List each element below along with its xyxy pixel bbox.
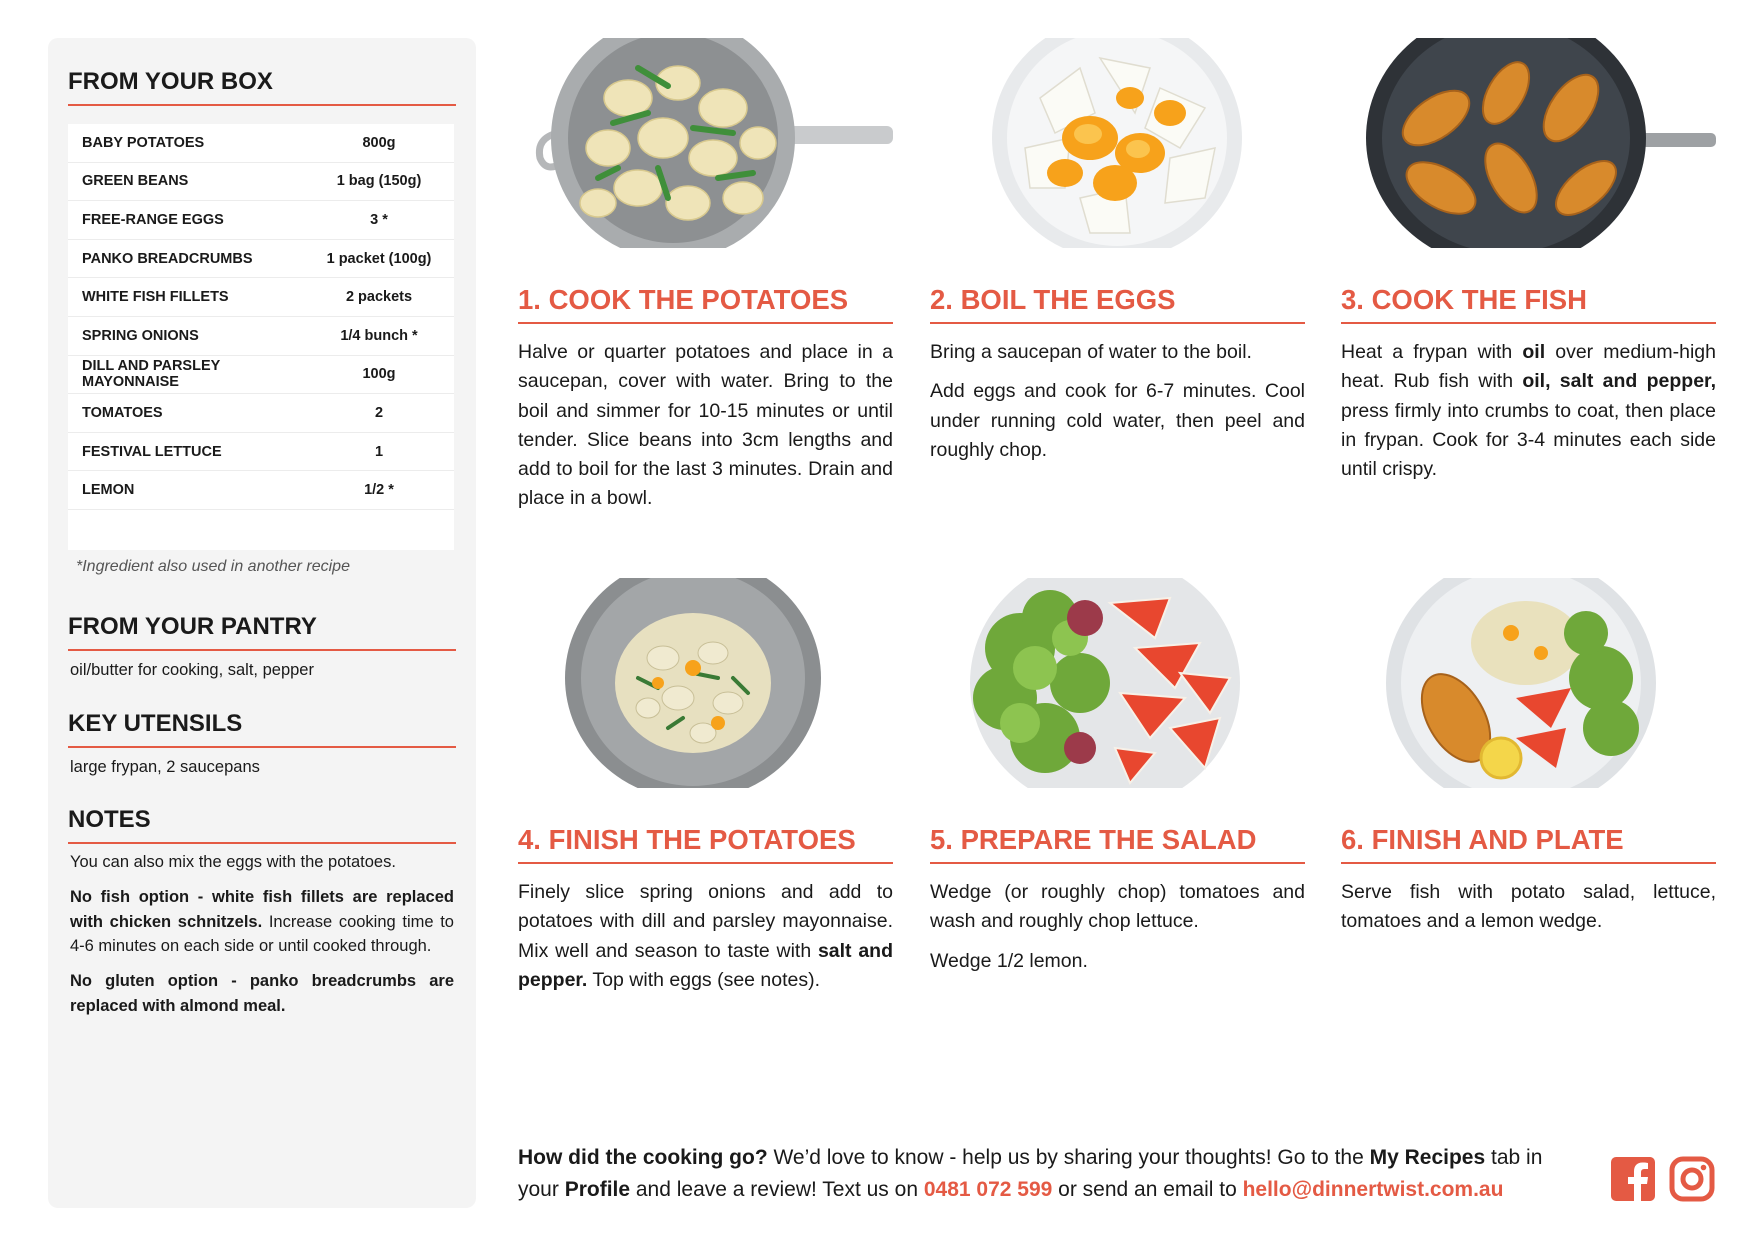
- ingredients-panel: [48, 38, 476, 1208]
- facebook-icon[interactable]: [1610, 1156, 1656, 1202]
- feedback-footer: [518, 1142, 1578, 1205]
- step-4: [518, 578, 893, 1048]
- step-3-bold: oil: [1522, 341, 1546, 363]
- ingredient-row: [68, 240, 454, 279]
- ingredient-qty: 1 bag (150g): [336, 173, 422, 190]
- ingredient-name: FESTIVAL LETTUCE: [82, 443, 222, 460]
- phone-link[interactable]: 0481 072 599: [923, 1177, 1053, 1201]
- utensils-text: large frypan, 2 saucepans: [70, 758, 260, 776]
- ingredient-name: TOMATOES: [82, 404, 163, 421]
- step-4-image: [518, 578, 893, 788]
- step-1: [518, 38, 893, 508]
- step-4-title: 4. FINISH THE POTATOES: [518, 824, 893, 864]
- step-1-title: 1. COOK THE POTATOES: [518, 284, 893, 324]
- ingredient-name: DILL AND PARSLEY MAYONNAISE: [82, 358, 221, 391]
- ingredient-name: GREEN BEANS: [82, 173, 189, 190]
- feedback-text: tab in your: [518, 1146, 1543, 1201]
- feedback-text: We’d love to know - help us by sharing your thoughts! Go to the: [767, 1146, 1370, 1169]
- step-6-body: [1341, 878, 1716, 947]
- step-3-text: [1341, 338, 1716, 484]
- notes-paragraph: [70, 969, 454, 1019]
- email-link[interactable]: hello@dinnertwist.com.au: [1242, 1177, 1504, 1201]
- step-3-body: [1341, 338, 1716, 494]
- ingredient-qty: 1/4 bunch *: [340, 327, 418, 344]
- ingredient-qty: 1: [374, 443, 384, 460]
- notes-title: NOTES: [68, 806, 456, 844]
- ingredient-row: [68, 201, 454, 240]
- ingredient-row: [68, 394, 454, 433]
- instagram-icon[interactable]: [1669, 1156, 1715, 1202]
- my-recipes-label: My Recipes: [1369, 1146, 1486, 1169]
- ingredient-name: PANKO BREADCRUMBS: [82, 250, 253, 267]
- step-3-bold: oil, salt and pepper,: [1522, 370, 1716, 393]
- ingredient-qty: 3 *: [370, 211, 388, 228]
- feedback-text: and leave a review! Text us on: [630, 1177, 924, 1201]
- ingredient-name: FREE-RANGE EGGS: [82, 211, 224, 228]
- step-5-title: 5. PREPARE THE SALAD: [930, 824, 1305, 864]
- step-5-body: [930, 878, 1305, 986]
- ingredient-name: BABY POTATOES: [82, 134, 205, 151]
- step-2-text: Bring a saucepan of water to the boil.: [930, 341, 1252, 363]
- step-4-body: [518, 878, 893, 1005]
- feedback-question: How did the cooking go?: [518, 1146, 768, 1169]
- ingredient-row: [68, 317, 454, 356]
- step-3-text-part: press firmly into crumbs to coat, then place in frypan. Cook for 3-4 minutes each side until crispy.: [1341, 399, 1716, 480]
- ingredient-qty: 2: [374, 404, 384, 421]
- step-4-text-part: Top with eggs (see notes).: [587, 968, 821, 991]
- ingredient-row: [68, 124, 454, 163]
- step-2-title: 2. BOIL THE EGGS: [930, 284, 1305, 324]
- ingredient-name: SPRING ONIONS: [82, 327, 199, 344]
- ingredient-row: [68, 278, 454, 317]
- ingredient-footnote: *Ingredient also used in another recipe: [76, 558, 350, 575]
- ingredient-name: WHITE FISH FILLETS: [82, 289, 229, 306]
- step-3-text-part: Heat a frypan with: [1341, 341, 1523, 363]
- ingredient-row: [68, 433, 454, 472]
- step-2-body: [930, 338, 1305, 475]
- step-5-text: Wedge 1/2 lemon.: [930, 949, 1088, 972]
- ingredient-row: [68, 471, 454, 510]
- step-3-image: [1341, 38, 1716, 248]
- ingredient-qty: 2 packets: [345, 289, 413, 306]
- notes-paragraph: You can also mix the eggs with the potatoes.: [70, 853, 396, 871]
- pantry-text: oil/butter for cooking, salt, pepper: [70, 661, 314, 679]
- step-5-image: [930, 578, 1305, 788]
- step-6-text: Serve fish with potato salad, lettuce, tomatoes and a lemon wedge.: [1341, 881, 1716, 933]
- step-2-text: Add eggs and cook for 6-7 minutes. Cool under running cold water, then peel and roughly chop.: [930, 380, 1305, 461]
- step-1-image: [518, 38, 893, 248]
- step-1-body: [518, 338, 893, 524]
- notes-body: [70, 850, 454, 1029]
- ingredient-qty: 800g: [362, 134, 396, 151]
- ingredient-row: [68, 163, 454, 202]
- from-your-pantry-title: FROM YOUR PANTRY: [68, 613, 456, 651]
- step-3-text-part: over medium-high heat. Rub fish with: [1341, 341, 1716, 393]
- ingredient-name: LEMON: [82, 482, 135, 499]
- feedback-text: or send an email to: [1052, 1177, 1243, 1201]
- step-3-title: 3. COOK THE FISH: [1341, 284, 1716, 324]
- profile-label: Profile: [564, 1177, 631, 1201]
- ingredient-row: [68, 356, 454, 395]
- from-your-box-title: FROM YOUR BOX: [68, 68, 456, 106]
- step-5: [930, 578, 1305, 1048]
- step-6-image: [1341, 578, 1716, 788]
- key-utensils-title: KEY UTENSILS: [68, 710, 456, 748]
- ingredient-qty: 100g: [362, 366, 396, 383]
- notes-text: Increase cooking time to 4-6 minutes on each side or until cooked through.: [70, 912, 454, 956]
- ingredient-qty: 1 packet (100g): [326, 250, 432, 267]
- step-6-title: 6. FINISH AND PLATE: [1341, 824, 1716, 864]
- step-4-text: [518, 878, 893, 995]
- step-4-bold: salt and pepper.: [518, 939, 893, 991]
- ingredient-qty: 1/2 *: [364, 482, 394, 499]
- notes-paragraph: [70, 885, 454, 959]
- ingredients-table: [68, 124, 454, 550]
- notes-bold: No fish option - white fish fillets are replaced with chicken schnitzels.: [70, 887, 454, 931]
- step-2-image: [930, 38, 1305, 248]
- step-3: [1341, 38, 1716, 508]
- step-5-text: Wedge (or roughly chop) tomatoes and wash and roughly chop lettuce.: [930, 881, 1305, 933]
- step-6: [1341, 578, 1716, 1048]
- step-4-text-part: Finely slice spring onions and add to potatoes with dill and parsley mayonnaise. Mix well and season to taste with: [518, 881, 893, 962]
- notes-bold: No gluten option - panko breadcrumbs are replaced with almond meal.: [70, 972, 454, 1015]
- step-2: [930, 38, 1305, 508]
- step-1-text: Halve or quarter potatoes and place in a saucepan, cover with water. Bring to the boil and simmer for 10-15 minutes or until tender. Slice beans into 3cm lengths and add to boil for the last 3 minutes. Drain and place in a bowl.: [518, 341, 893, 510]
